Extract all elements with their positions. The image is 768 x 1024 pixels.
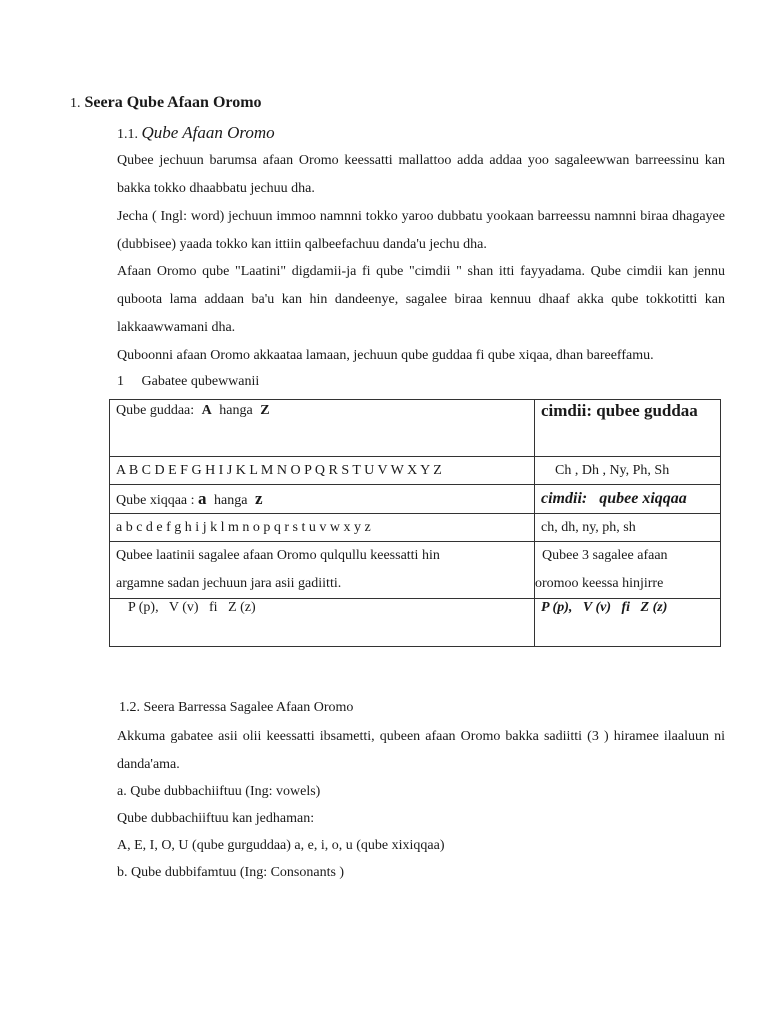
cell-text: Qubee laatinii sagalee afaan Oromo qulqullu keessatti hin xyxy=(116,548,440,563)
list-item: A, E, I, O, U (qube gurguddaa) a, e, i, o, u (qube xixiqqaa) xyxy=(117,838,445,853)
cell-text: Qubee 3 sagalee afaan xyxy=(542,548,668,563)
table-row xyxy=(110,400,721,457)
heading-text: Seera Qube Afaan Oromo xyxy=(84,94,262,111)
table-cell xyxy=(110,485,535,514)
table-row xyxy=(110,485,721,514)
heading-number: 1. xyxy=(70,96,81,111)
table-cell: Ch , Dh , Ny, Ph, Sh xyxy=(535,457,721,485)
alphabet-table xyxy=(109,399,721,647)
list-item: Qube dubbachiiftuu kan jedhaman: xyxy=(117,811,315,826)
paragraph-cimdii: Afaan Oromo qube "Laatini" digdamii-ja fi qube "cimdii " shan itti fayyadama. Qube cimdii kan jennu quboota lama addaan ba'u kan hin dandeenye, sagalee biraa kennuu dhaaf akka qube tokkotitti kan lakkaawwamani dha. xyxy=(117,264,725,335)
paragraph-jecha-definition: Jecha ( Ingl: word) jechuun immoo namnni tokko yaroo dubbatu yookaan barreessu namnni biraa dhagayee (dubbisee) yaada tokko kan ittiin qalbeefachuu danda'u jechu dha. xyxy=(117,209,725,252)
section-heading-1 xyxy=(70,94,262,112)
cell-text: Qube xiqqaa : xyxy=(116,493,195,508)
cell-letter: Z xyxy=(260,403,270,418)
cell-letter: z xyxy=(254,489,263,508)
cell-letter: A xyxy=(201,403,212,418)
table-row xyxy=(110,542,721,599)
table-row xyxy=(110,599,721,647)
section-heading-1-2: 1.2. Seera Barressa Sagalee Afaan Oromo xyxy=(119,700,354,715)
table-caption-number: 1 xyxy=(117,374,124,389)
heading-number: 1.1. xyxy=(117,127,138,142)
heading-text: Qube Afaan Oromo xyxy=(141,123,275,142)
list-item: a. Qube dubbachiiftuu (Ing: vowels) xyxy=(117,784,321,799)
cell-text: Qube guddaa: xyxy=(116,403,195,418)
cell-text: hanga xyxy=(219,403,253,418)
table-cell: P (p), V (v) fi Z (z) xyxy=(110,599,535,647)
table-cell xyxy=(110,542,535,599)
table-cell: A B C D E F G H I J K L M N O P Q R S T U V W X Y Z xyxy=(110,457,535,485)
table-cell: cimdii: qubee xiqqaa xyxy=(535,485,721,514)
table-cell: cimdii: qubee guddaa xyxy=(535,400,721,457)
table-row xyxy=(110,514,721,542)
section-heading-1-1 xyxy=(117,123,275,143)
table-cell: P (p), V (v) fi Z (z) xyxy=(535,599,721,647)
table-caption xyxy=(117,374,259,390)
cell-letter: a xyxy=(198,489,207,508)
list-item: b. Qube dubbifamtuu (Ing: Consonants ) xyxy=(117,865,345,880)
table-row xyxy=(110,457,721,485)
cell-text: oromoo keessa hinjirre xyxy=(535,576,664,591)
table-caption-text: Gabatee qubewwanii xyxy=(141,374,260,389)
table-cell: a b c d e f g h i j k l m n o p q r s t u v w x y z xyxy=(110,514,535,542)
paragraph-section2-intro: Akkuma gabatee asii olii keessatti ibsametti, qubeen afaan Oromo bakka sadiitti (3 ) hiramee ilaaluun ni danda'ama. xyxy=(117,729,725,772)
table-cell xyxy=(535,542,721,599)
paragraph-qube-types: Quboonni afaan Oromo akkaataa lamaan, jechuun qube guddaa fi qube xiqaa, dhan bareeffamu. xyxy=(117,348,654,363)
table-cell xyxy=(110,400,535,457)
paragraph-qubee-definition: Qubee jechuun barumsa afaan Oromo keessatti mallattoo adda addaa yoo sagaleewwan barreessinu kan bakka tokko dhaabbatu jechuu dha. xyxy=(117,153,725,196)
cell-text: argamne sadan jechuun jara asii gadiitti. xyxy=(116,576,342,591)
cell-text: hanga xyxy=(214,493,248,508)
table-cell: ch, dh, ny, ph, sh xyxy=(535,514,721,542)
